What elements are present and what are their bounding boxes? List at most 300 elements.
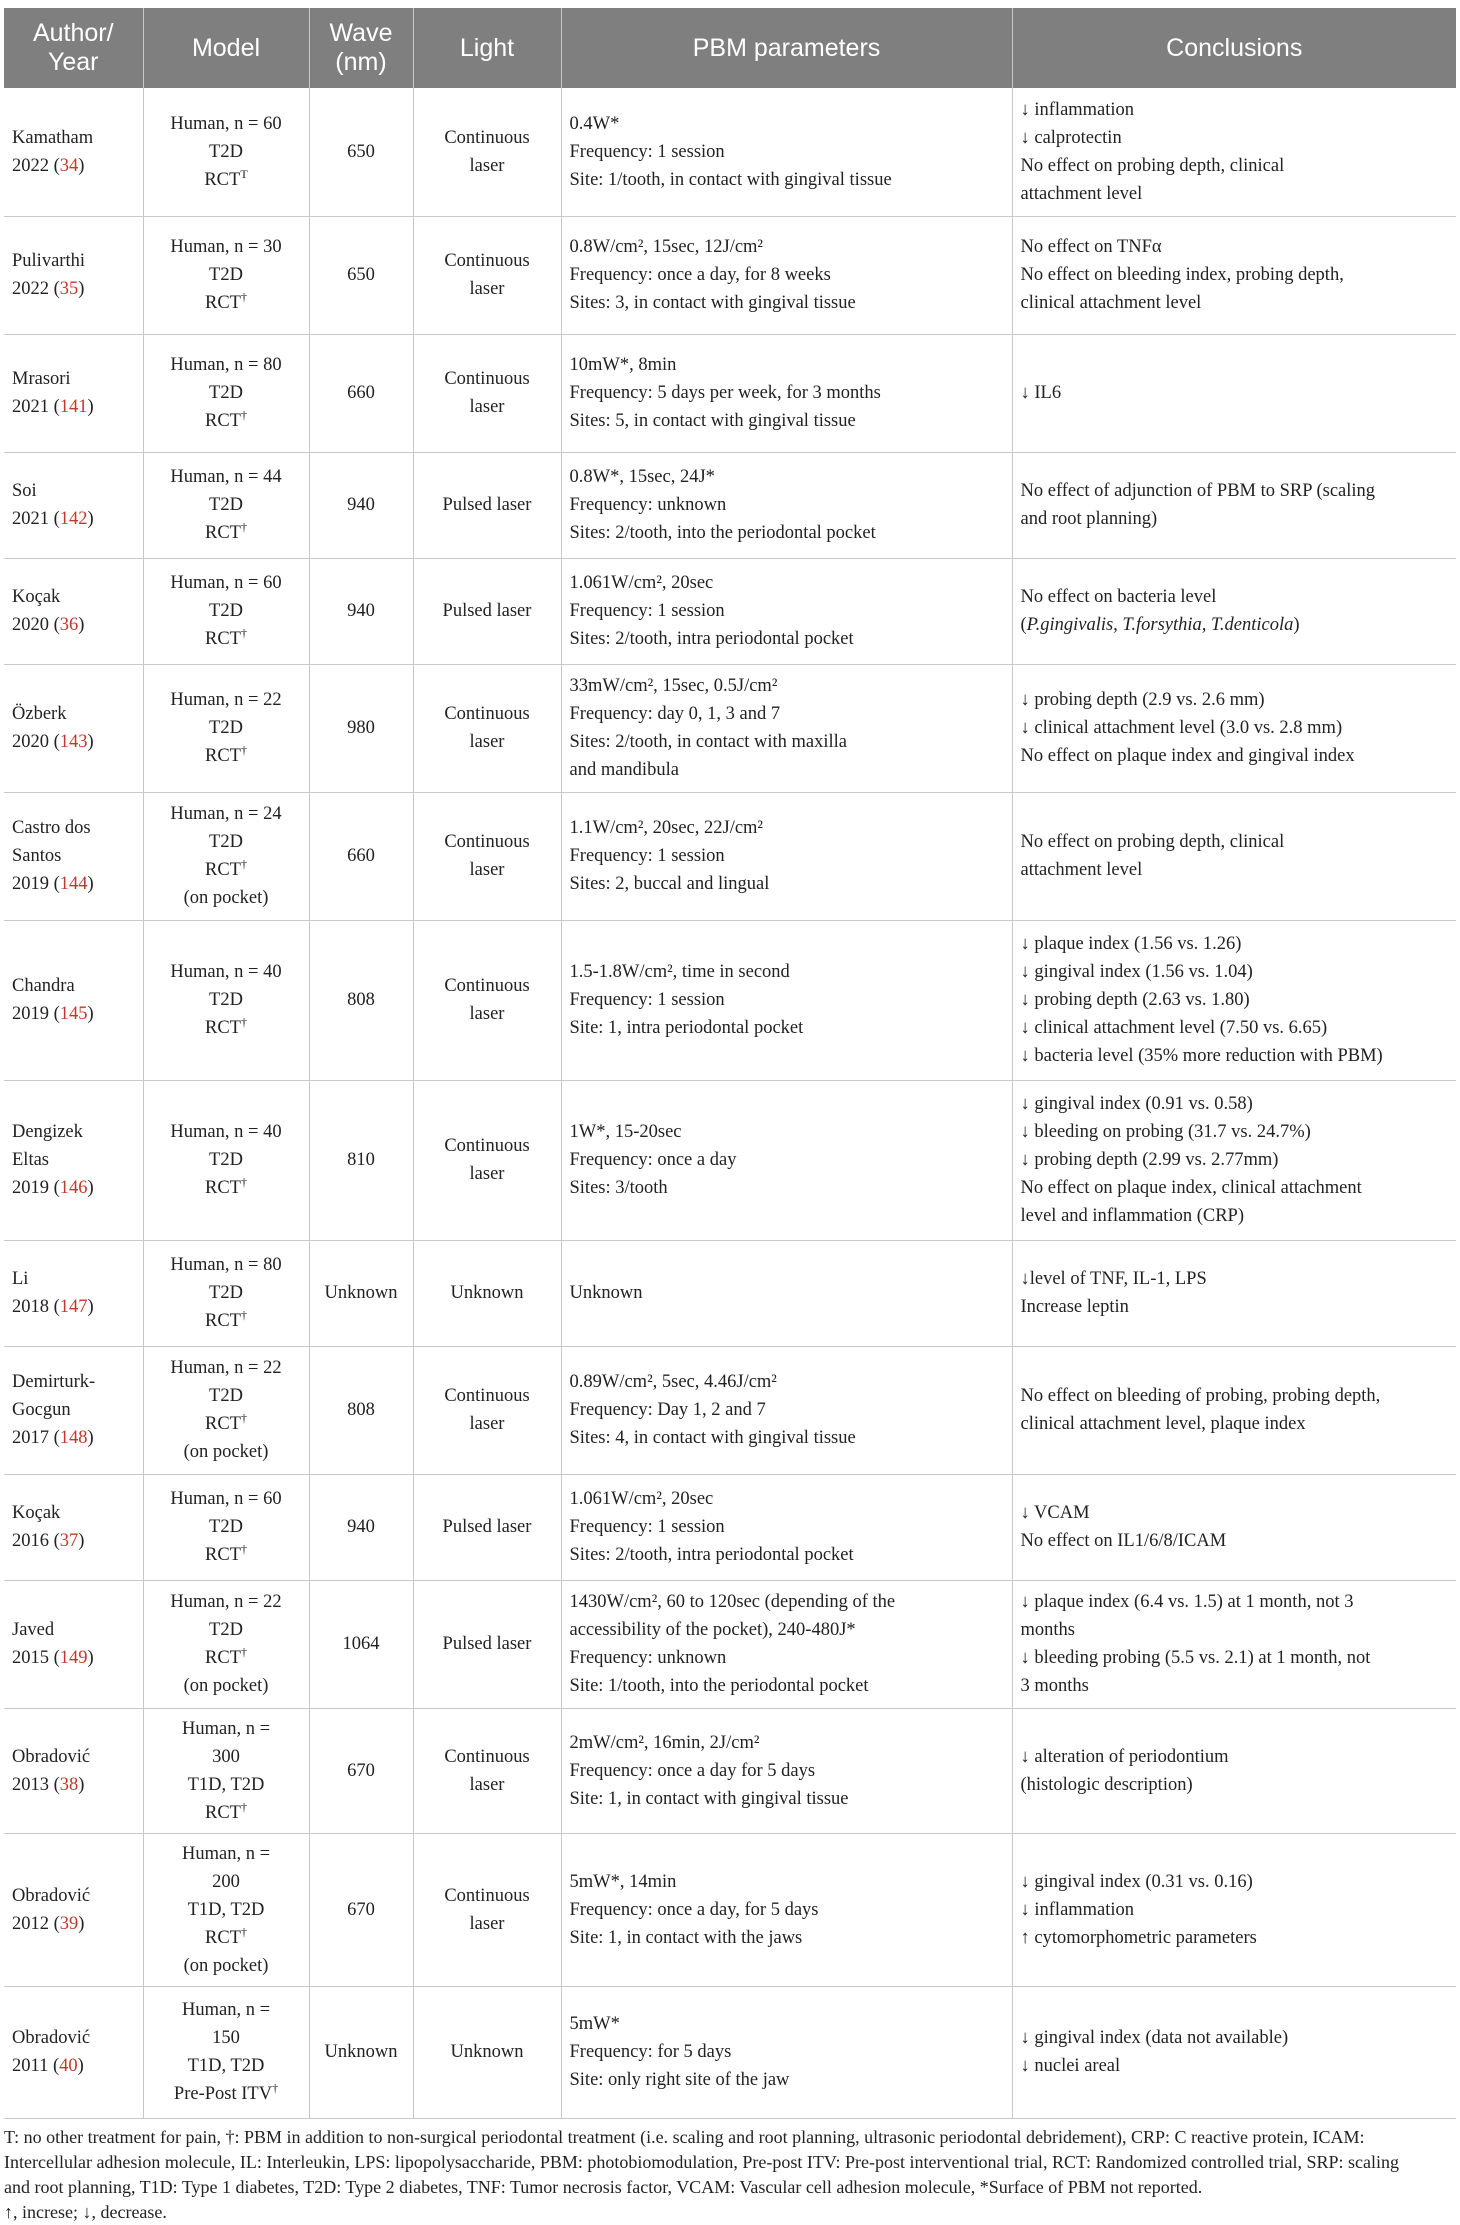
cell-author-year [4,1833,143,1986]
reference-number: 142 [59,509,88,529]
reference-number: 148 [59,1428,88,1448]
author-line: 2015 (149) [12,1648,94,1668]
conclusion-line: ↓ calprotectin [1020,127,1122,148]
author-line: 2012 (39) [12,1913,85,1934]
cell-pbm-parameters [561,1580,1012,1708]
pbm-line: 1.061W/cm², 20sec [569,1489,714,1509]
conclusion-line: clinical attachment level, plaque index [1020,1414,1306,1434]
model-line: RCT† [205,1307,247,1331]
model-line: T2D [209,1517,243,1537]
footnote-line: T: no other treatment for pain, †: PBM in addition to non-surgical periodontal treatment (i.e. scaling and root planning, ultrasonic periodontal debridement), CRP: C reactive protein, ICAM: [4,2126,1365,2147]
pbm-line: 5mW* [569,2014,620,2034]
cell-light [413,1240,561,1346]
cell-conclusions [1012,1708,1456,1833]
light-line: Continuous [444,704,530,724]
reference-number: 149 [59,1648,88,1668]
author-line: Castro dos [12,818,91,838]
pbm-line: Frequency: 1 session [569,141,725,162]
pbm-studies-table [4,8,1456,2119]
model-line: RCT† [205,625,247,649]
cell-author-year [4,1080,143,1240]
cell-light [413,558,561,664]
pbm-line: Unknown [569,1283,643,1303]
author-line: Gocgun [12,1400,71,1420]
footnote-line: Intercellular adhesion molecule, IL: Interleukin, LPS: lipopolysaccharide, PBM: photobiomodulation, Pre-post ITV: Pre-post interventional trial, RCT: Randomized controlled trial, SRP: scaling [4,2151,1399,2172]
header-light: Light [413,8,561,88]
light-line: laser [469,1164,505,1184]
model-line: RCT† [205,1014,247,1038]
model-line: T2D [209,265,243,285]
pbm-line: 5mW*, 14min [569,1871,677,1892]
pbm-line: Sites: 3/tooth [569,1178,668,1198]
pbm-line: and mandibula [569,760,679,780]
model-line: RCT† [205,289,247,313]
cell-conclusions [1012,558,1456,664]
author-line: Mrasori [12,369,71,389]
author-line: Özberk [12,704,67,724]
cell-light [413,1346,561,1474]
conclusion-line: ↓ VCAM [1020,1503,1090,1523]
model-line: Human, n = 44 [170,467,282,487]
light-line: Pulsed laser [442,1634,532,1654]
model-line: Human, n = 22 [170,1358,282,1378]
light-line: Continuous [444,369,530,389]
light-line: Continuous [444,1136,530,1156]
author-line: 2017 (148) [12,1428,94,1448]
conclusion-line: ↓ clinical attachment level (3.0 vs. 2.8 mm) [1020,718,1343,738]
model-line: RCT† [205,1924,247,1948]
cell-model [143,88,309,216]
reference-number: 38 [59,1774,79,1795]
author-line: Chandra [12,976,75,996]
author-line: Dengizek [12,1122,83,1142]
conclusion-line: Increase leptin [1020,1297,1129,1317]
model-footnote-mark: † [240,1924,247,1939]
cell-wave: 650 [309,88,413,216]
conclusion-line: ↓ clinical attachment level (7.50 vs. 6.65) [1020,1018,1328,1038]
model-line: RCT† [205,1644,247,1668]
conclusion-line: (histologic description) [1020,1774,1193,1795]
pbm-line: Sites: 2, buccal and lingual [569,874,770,894]
cell-pbm-parameters [561,452,1012,558]
conclusion-line: (P.gingivalis, T.forsythia, T.denticola) [1020,615,1300,635]
cell-pbm-parameters [561,920,1012,1080]
cell-light [413,88,561,216]
light-line: Unknown [450,1283,524,1303]
cell-author-year [4,1240,143,1346]
light-line: laser [469,1913,505,1934]
cell-model [143,1833,309,1986]
light-line: Continuous [444,1386,530,1406]
table-row [4,216,1456,334]
cell-pbm-parameters [561,334,1012,452]
cell-pbm-parameters [561,1346,1012,1474]
pbm-line: Site: 1, in contact with the jaws [569,1927,803,1948]
cell-light [413,216,561,334]
conclusion-line: ↓ inflammation [1020,99,1135,120]
cell-conclusions [1012,1986,1456,2118]
model-line: 150 [212,2028,240,2048]
model-footnote-mark: † [240,1410,247,1425]
cell-light [413,1708,561,1833]
cell-light [413,1080,561,1240]
model-line: Human, n = 60 [170,113,282,134]
model-line: RCT† [205,407,247,431]
author-line: Javed [12,1620,55,1640]
conclusion-line: ↓ gingival index (0.91 vs. 0.58) [1020,1094,1253,1114]
table-row [4,1708,1456,1833]
model-line: T1D, T2D [187,1774,265,1795]
conclusion-line: ↓ inflammation [1020,1899,1135,1920]
author-line: 2022 (35) [12,279,85,299]
cell-author-year [4,558,143,664]
cell-author-year [4,216,143,334]
model-line: Human, n = [181,2000,271,2020]
reference-number: 40 [59,2056,78,2076]
cell-model [143,792,309,920]
table-row [4,1346,1456,1474]
reference-number: 34 [59,155,79,176]
pbm-line: Site: only right site of the jaw [569,2070,790,2090]
model-line: (on pocket) [183,1676,269,1696]
pbm-line: Sites: 2/tooth, in contact with maxilla [569,732,847,752]
cell-conclusions [1012,664,1456,792]
footnote-line: ↑, increse; ↓, decrease. [4,2201,167,2222]
pbm-line: Frequency: Day 1, 2 and 7 [569,1400,766,1420]
cell-model [143,920,309,1080]
light-line: laser [469,732,505,752]
pbm-line: Frequency: 1 session [569,846,725,866]
cell-pbm-parameters [561,664,1012,792]
conclusion-line: No effect of adjunction of PBM to SRP (scaling [1020,481,1376,501]
author-line: 2020 (143) [12,732,94,752]
cell-author-year [4,452,143,558]
conclusion-line: ↓ alteration of periodontium [1020,1746,1229,1767]
cell-conclusions [1012,1240,1456,1346]
pbm-line: 1.1W/cm², 20sec, 22J/cm² [569,818,763,838]
cell-model [143,1474,309,1580]
pbm-line: Sites: 4, in contact with gingival tissue [569,1428,856,1448]
author-line: 2022 (34) [12,155,85,176]
author-line: 2016 (37) [12,1531,85,1551]
table-row [4,1833,1456,1986]
conclusion-line: ↓ probing depth (2.99 vs. 2.77mm) [1020,1150,1279,1170]
cell-conclusions [1012,1833,1456,1986]
model-line: T2D [209,1150,243,1170]
conclusion-line: 3 months [1020,1676,1089,1696]
conclusion-line: level and inflammation (CRP) [1020,1206,1244,1226]
reference-number: 35 [59,279,79,299]
cell-wave: 650 [309,216,413,334]
cell-pbm-parameters [561,216,1012,334]
pbm-line: 0.4W* [569,113,620,134]
author-line: 2019 (146) [12,1178,94,1198]
table-footnote [4,2119,1456,2225]
model-line: RCT† [205,742,247,766]
cell-light [413,334,561,452]
model-line: RCT† [205,1410,247,1434]
conclusion-line: months [1020,1620,1075,1640]
author-line: Soi [12,481,37,501]
model-line: $RCT^T$ [204,166,248,190]
author-line: Santos [12,846,62,866]
model-footnote-mark: † [240,289,247,304]
reference-number: 39 [59,1913,79,1934]
model-line: T2D [209,141,243,162]
reference-number: 36 [59,615,79,635]
pbm-line: Frequency: once a day for 5 days [569,1760,816,1781]
model-footnote-mark: † [240,519,247,534]
light-line: laser [469,279,505,299]
author-line: 2011 (40) [12,2056,84,2076]
cell-conclusions [1012,334,1456,452]
model-line: Human, n = 80 [170,1255,282,1275]
table-row [4,452,1456,558]
model-line: T2D [209,990,243,1010]
cell-model [143,558,309,664]
conclusion-line: and root planning) [1020,509,1158,529]
pbm-line: Sites: 2/tooth, into the periodontal pocket [569,523,876,543]
pbm-line: Frequency: unknown [569,1648,727,1668]
cell-author-year [4,1346,143,1474]
pbm-line: accessibility of the pocket), 240-480J* [569,1620,856,1640]
pbm-line: Sites: 5, in contact with gingival tissue [569,411,856,431]
cell-pbm-parameters [561,1080,1012,1240]
author-line: Eltas [12,1150,49,1170]
pbm-line: Frequency: 1 session [569,601,725,621]
model-footnote-mark: T [240,166,248,181]
conclusion-line: ↓ nuclei areal [1020,2056,1121,2076]
pbm-line: Frequency: day 0, 1, 3 and 7 [569,704,781,724]
model-line: T2D [209,832,243,852]
species-names: P.gingivalis, T.forsythia, T.denticola [1026,615,1294,635]
cell-author-year [4,920,143,1080]
author-line: Koçak [12,587,61,607]
conclusion-line: ↓ IL6 [1020,383,1062,403]
model-footnote-mark: † [240,1174,247,1189]
light-line: Continuous [444,832,530,852]
table-row [4,792,1456,920]
cell-wave: 808 [309,1346,413,1474]
model-line: RCT† [205,1541,247,1565]
pbm-line: Frequency: 1 session [569,1517,725,1537]
conclusion-line: No effect on plaque index and gingival index [1020,746,1355,766]
pbm-line: 1430W/cm², 60 to 120sec (depending of the [569,1592,896,1612]
reference-number: 147 [59,1297,88,1317]
cell-model [143,1580,309,1708]
model-line: T2D [209,718,243,738]
conclusion-line: clinical attachment level [1020,293,1202,313]
cell-wave: Unknown [309,1240,413,1346]
table-row [4,1240,1456,1346]
cell-light [413,920,561,1080]
table-body [4,88,1456,2118]
model-footnote-mark: † [240,1541,247,1556]
pbm-line: 10mW*, 8min [569,355,677,375]
model-line: RCT† [205,1174,247,1198]
cell-wave: 670 [309,1833,413,1986]
light-line: Pulsed laser [442,1517,532,1537]
header-model: Model [143,8,309,88]
conclusion-line: attachment level [1020,183,1143,204]
pbm-line: 0.8W/cm², 15sec, 12J/cm² [569,237,763,257]
cell-pbm-parameters [561,1474,1012,1580]
cell-conclusions [1012,452,1456,558]
author-line: Pulivarthi [12,251,85,271]
cell-light [413,1833,561,1986]
pbm-line: 1.061W/cm², 20sec [569,573,714,593]
reference-number: 146 [59,1178,88,1198]
cell-conclusions [1012,1474,1456,1580]
header-author-year: Author/ Year [4,8,143,88]
cell-light [413,452,561,558]
conclusion-line: No effect on probing depth, clinical [1020,832,1285,852]
cell-wave: 660 [309,334,413,452]
pbm-line: Site: 1, in contact with gingival tissue [569,1788,849,1809]
light-line: Continuous [444,1885,530,1906]
pbm-line: Sites: 2/tooth, intra periodontal pocket [569,1545,854,1565]
cell-model [143,1240,309,1346]
cell-light [413,1986,561,2118]
table-row [4,664,1456,792]
model-line: T2D [209,1620,243,1640]
header-pbm-parameters: PBM parameters [561,8,1012,88]
conclusion-line: No effect on probing depth, clinical [1020,155,1285,176]
light-line: Pulsed laser [442,601,532,621]
model-line: Human, n = 22 [170,690,282,710]
cell-pbm-parameters [561,88,1012,216]
model-line: Human, n = 40 [170,1122,282,1142]
model-line: 200 [212,1871,240,1892]
cell-author-year [4,664,143,792]
cell-wave: 940 [309,558,413,664]
pbm-line: Frequency: once a day, for 8 weeks [569,265,831,285]
model-line: T2D [209,1283,243,1303]
pbm-line: Frequency: 1 session [569,990,725,1010]
author-line: Kamatham [12,127,94,148]
model-line: T2D [209,1386,243,1406]
pbm-line: Frequency: once a day, for 5 days [569,1899,819,1920]
table-row [4,334,1456,452]
model-footnote-mark: † [240,1014,247,1029]
model-footnote-mark: † [240,1799,247,1814]
table-row [4,1474,1456,1580]
conclusion-line: ↓ gingival index (data not available) [1020,2028,1289,2048]
cell-author-year [4,1986,143,2118]
model-line: Human, n = 30 [170,237,282,257]
cell-wave: 670 [309,1708,413,1833]
model-line: (on pocket) [183,888,269,908]
model-footnote-mark: † [240,742,247,757]
cell-model [143,334,309,452]
light-line: Pulsed laser [442,495,532,515]
pbm-line: 2mW/cm², 16min, 2J/cm² [569,1732,760,1753]
cell-conclusions [1012,88,1456,216]
author-line: 2013 (38) [12,1774,85,1795]
cell-model [143,216,309,334]
cell-pbm-parameters [561,1833,1012,1986]
cell-pbm-parameters [561,1240,1012,1346]
cell-model [143,1080,309,1240]
model-line: Human, n = 60 [170,573,282,593]
model-footnote-mark: † [240,407,247,422]
cell-pbm-parameters [561,792,1012,920]
table-row [4,1580,1456,1708]
model-line: Human, n = [181,1843,271,1864]
light-line: Unknown [450,2042,524,2062]
conclusion-line: No effect on bleeding of probing, probing depth, [1020,1386,1381,1406]
conclusion-line: ↓ probing depth (2.63 vs. 1.80) [1020,990,1250,1010]
table-row [4,1080,1456,1240]
conclusion-line: ↓ bleeding probing (5.5 vs. 2.1) at 1 month, not [1020,1648,1371,1668]
pbm-line: Frequency: once a day [569,1150,737,1170]
light-line: Continuous [444,976,530,996]
reference-number: 37 [59,1531,79,1551]
model-line: T1D, T2D [187,1899,265,1920]
pbm-line: Frequency: unknown [569,495,727,515]
model-line: Human, n = 24 [170,804,282,824]
cell-wave: 980 [309,664,413,792]
cell-model [143,1986,309,2118]
model-line: T2D [209,495,243,515]
model-line: T1D, T2D [187,2056,265,2076]
table-header-row [4,8,1456,88]
conclusion-line: No effect on bacteria level [1020,587,1217,607]
model-footnote-mark: † [240,856,247,871]
conclusion-line: No effect on plaque index, clinical attachment [1020,1178,1362,1198]
author-line: Koçak [12,1503,61,1523]
pbm-line: Sites: 2/tooth, intra periodontal pocket [569,629,854,649]
cell-author-year [4,334,143,452]
cell-pbm-parameters [561,558,1012,664]
pbm-line: 0.89W/cm², 5sec, 4.46J/cm² [569,1372,777,1392]
footnote-line: and root planning, T1D: Type 1 diabetes, T2D: Type 2 diabetes, TNF: Tumor necrosis factor, VCAM: Vascular cell adhesion molecule, *Surface of PBM not reported. [4,2176,1203,2197]
model-line: Human, n = 40 [170,962,282,982]
light-line: Continuous [444,1746,530,1767]
conclusion-line: ↓ plaque index (6.4 vs. 1.5) at 1 month, not 3 [1020,1592,1354,1612]
light-line: Continuous [444,127,530,148]
pbm-line: Frequency: for 5 days [569,2042,732,2062]
model-line: RCT† [205,856,247,880]
model-footnote-mark: † [240,1307,247,1322]
cell-wave: 1064 [309,1580,413,1708]
model-line: Human, n = 22 [170,1592,282,1612]
conclusion-line: ↓ bleeding on probing (31.7 vs. 24.7%) [1020,1122,1311,1142]
header-wave: Wave (nm) [309,8,413,88]
author-line: 2021 (142) [12,509,94,529]
pbm-line: 33mW/cm², 15sec, 0.5J/cm² [569,676,778,696]
cell-light [413,792,561,920]
pbm-line: 0.8W*, 15sec, 24J* [569,467,715,487]
pbm-line: Site: 1/tooth, into the periodontal pocket [569,1676,869,1696]
cell-model [143,452,309,558]
model-footnote-mark: † [240,1644,247,1659]
author-line: Obradović [12,1746,91,1767]
model-footnote-mark: † [272,2080,279,2095]
author-line: 2018 (147) [12,1297,94,1317]
conclusion-line: No effect on bleeding index, probing depth, [1020,265,1344,285]
conclusion-line: ↓ bacteria level (35% more reduction with PBM) [1020,1046,1383,1066]
cell-light [413,1580,561,1708]
model-line: RCT† [205,1799,247,1823]
cell-wave: 940 [309,452,413,558]
cell-conclusions [1012,1580,1456,1708]
pbm-line: Frequency: 5 days per week, for 3 months [569,383,881,403]
conclusion-line: ↓ plaque index (1.56 vs. 1.26) [1020,934,1242,954]
light-line: laser [469,860,505,880]
pbm-line: Site: 1/tooth, in contact with gingival tissue [569,169,892,190]
model-footnote-mark: † [240,625,247,640]
